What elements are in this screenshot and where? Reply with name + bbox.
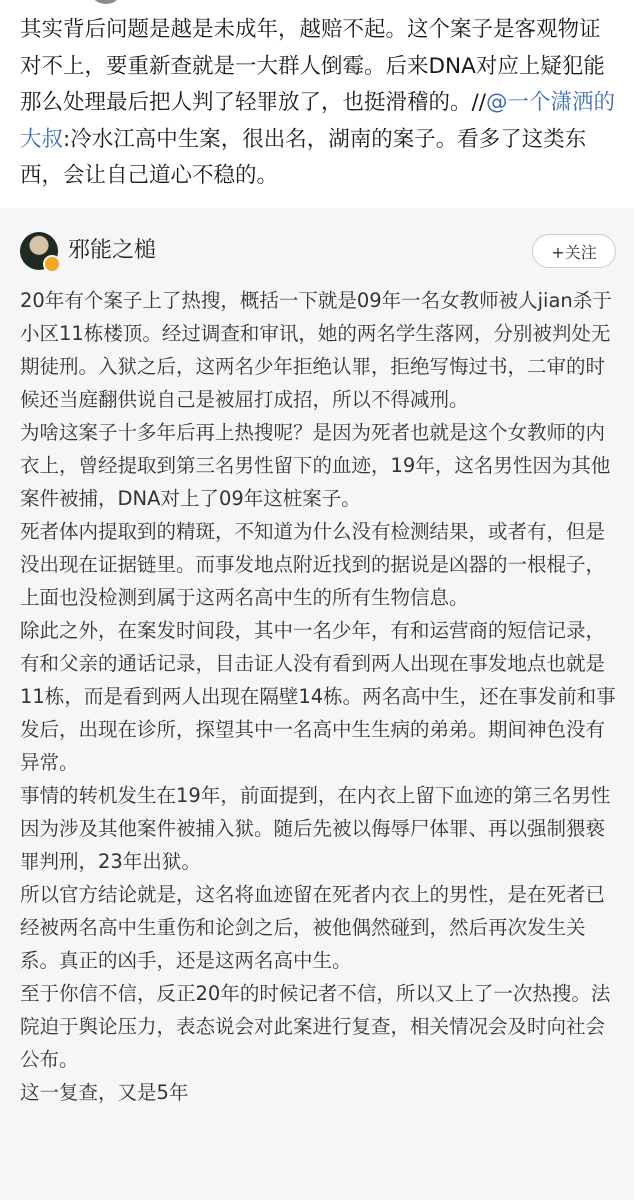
quoted-post bbox=[0, 0, 634, 208]
comment-body bbox=[20, 284, 624, 1109]
top-avatar[interactable] bbox=[88, 0, 124, 4]
quoted-text-after: :冷水江高中生案，很出名，湖南的案子。看多了这类东西，会让自己道心不稳的。 bbox=[20, 126, 587, 188]
comment-area bbox=[0, 208, 634, 1200]
quoted-post-text bbox=[20, 12, 620, 195]
user-mention-link[interactable]: @一个潇洒的大叔 bbox=[20, 90, 616, 152]
avatar[interactable] bbox=[20, 232, 58, 270]
author-name[interactable]: 邪能之槌 bbox=[68, 238, 157, 263]
quoted-text-before: 其实背后问题是越是未成年，越赔不起。这个案子是客观物证对不上，要重新查就是一大群人倒霉。后来DNA对应上疑犯能那么处理最后把人判了轻罪放了，也挺滑稽的。// bbox=[20, 17, 605, 115]
comment-paragraph: 除此之外，在案发时间段，其中一名少年，有和运营商的短信记录，有和父亲的通话记录，目击证人没有看到两人出现在事发地点也就是11栋，而是看到两人出现在隔壁14栋。两名高中生，还在事发前和事发后，出现在诊所，探望其中一名高中生生病的弟弟。期间神色没有异常。 bbox=[20, 619, 616, 774]
comment-paragraph: 至于你信不信，反正20年的时候记者不信，所以又上了一次热搜。法院迫于舆论压力，表态说会对此案进行复查，相关情况会及时向社会公布。 bbox=[20, 982, 611, 1071]
comment-paragraph: 死者体内提取到的精斑，不知道为什么没有检测结果，或者有，但是没出现在证据链里。而事发地点附近找到的据说是凶器的一根棍子，上面也没检测到属于这两名高中生的所有生物信息。 bbox=[20, 520, 606, 609]
comment-paragraph: 这一复查，又是5年 bbox=[20, 1081, 189, 1104]
comment-paragraph: 20年有个案子上了热搜，概括一下就是09年一名女教师被人jian杀于小区11栋楼顶。经过调查和审讯，她的两名学生落网，分别被判处无期徒刑。入狱之后，这两名少年拒绝认罪，拒绝写悔过书，二审的时候还当庭翻供说自己是被屈打成招，所以不得减刑。 bbox=[20, 289, 612, 411]
verified-badge-icon bbox=[43, 255, 61, 273]
comment-paragraph: 事情的转机发生在19年，前面提到，在内衣上留下血迹的第三名男性因为涉及其他案件被捕入狱。随后先被以侮辱尸体罪、再以强制猥亵罪判刑，23年出狱。 bbox=[20, 784, 611, 873]
comment-author-row bbox=[0, 208, 634, 284]
follow-button[interactable]: +关注 bbox=[532, 234, 616, 268]
comment-paragraph: 为啥这案子十多年后再上热搜呢？是因为死者也就是这个女教师的内衣上，曾经提取到第三名男性留下的血迹，19年，这名男性因为其他案件被捕，DNA对上了09年这桩案子。 bbox=[20, 421, 611, 510]
comment-paragraph: 所以官方结论就是，这名将血迹留在死者内衣上的男性，是在死者已经被两名高中生重伤和论剑之后，被他偶然碰到，然后再次发生关系。真正的凶手，还是这两名高中生。 bbox=[20, 883, 606, 972]
